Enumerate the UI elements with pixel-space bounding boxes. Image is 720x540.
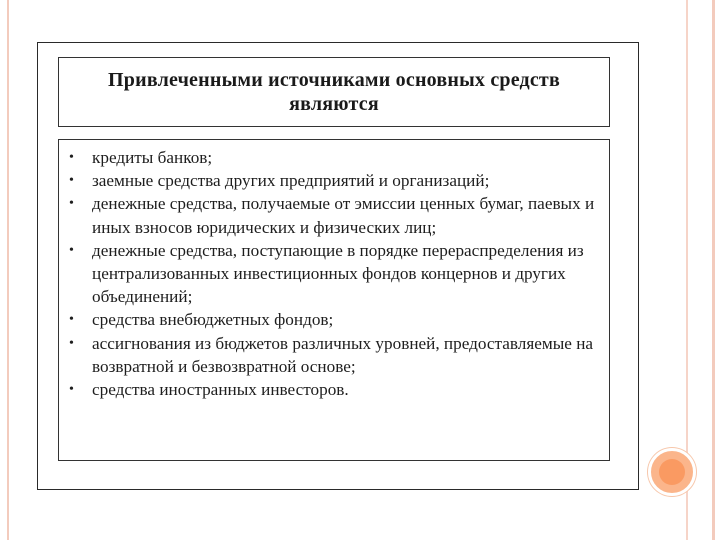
list-item	[67, 378, 599, 401]
bullet-icon: •	[69, 335, 74, 351]
bullet-icon: •	[69, 150, 74, 165]
list-item	[67, 146, 599, 169]
list-item-text: денежные средства, поступающие в порядке перераспределения из централизованных инвестиционных фондов концернов и других объединений;	[92, 240, 584, 307]
list-item	[67, 332, 599, 378]
title-box	[58, 57, 610, 127]
bullet-icon: •	[69, 242, 74, 258]
list-item-text: денежные средства, получаемые от эмиссии ценных бумаг, паевых и иных взносов юридических и физических лиц;	[92, 194, 595, 237]
list-item	[67, 308, 599, 331]
list-item	[67, 169, 599, 192]
list-item-text: средства иностранных инвесторов.	[92, 380, 349, 400]
bullet-icon: •	[69, 196, 74, 212]
list-item	[67, 239, 599, 309]
slide-frame-line	[712, 0, 714, 540]
bullet-icon: •	[69, 173, 74, 189]
scanned-document	[37, 42, 639, 490]
accent-circle-icon	[648, 448, 696, 496]
list-item-text: кредиты банков;	[92, 148, 213, 167]
title-line-2: являются	[289, 93, 379, 115]
bullet-icon: •	[69, 312, 74, 328]
accent-circle-inner	[659, 459, 685, 485]
list-item-text: заемные средства других предприятий и организаций;	[92, 171, 490, 191]
list-item-text: средства внебюджетных фондов;	[92, 310, 334, 330]
sources-list-box	[58, 139, 610, 461]
list-item-text: ассигнования из бюджетов различных уровней, предоставляемые на возвратной и безвозвратной основе;	[92, 333, 594, 376]
list-item	[67, 192, 599, 238]
bullet-icon: •	[69, 382, 74, 398]
title-line-1: Привлеченными источниками основных средств	[108, 69, 560, 91]
sources-list	[67, 146, 599, 401]
